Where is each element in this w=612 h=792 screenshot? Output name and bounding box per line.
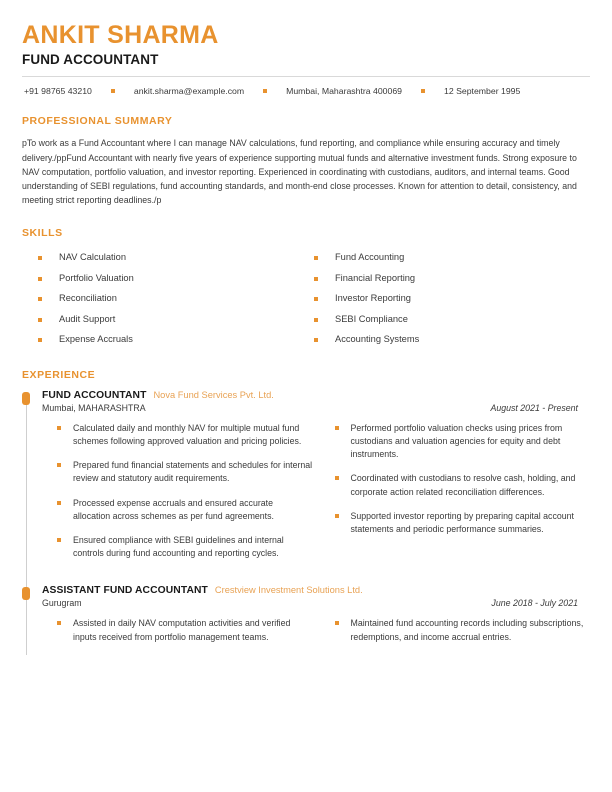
skill-item bbox=[314, 329, 590, 349]
job-bullet-text: Maintained fund accounting records including subscriptions, redemptions, and income accrual entries. bbox=[350, 618, 584, 642]
skill-label: SEBI Compliance bbox=[335, 313, 408, 324]
job-bullet bbox=[57, 422, 313, 448]
skill-item bbox=[314, 309, 590, 329]
job-location: Mumbai, MAHARASHTRA bbox=[42, 402, 146, 413]
square-bullet-icon bbox=[314, 338, 318, 342]
contact-row bbox=[22, 86, 590, 96]
skill-label: NAV Calculation bbox=[59, 252, 127, 263]
skill-label: Audit Support bbox=[59, 313, 116, 324]
candidate-name: ANKIT SHARMA bbox=[22, 21, 219, 49]
job-location: Gurugram bbox=[42, 598, 82, 609]
square-bullet-icon bbox=[38, 297, 42, 301]
section-experience bbox=[22, 369, 590, 655]
job-bullet-text: Assisted in daily NAV computation activities and verified inputs received from portfolio management teams. bbox=[73, 618, 291, 642]
skill-item bbox=[314, 288, 590, 308]
square-bullet-icon bbox=[314, 256, 318, 260]
skill-item bbox=[314, 248, 590, 268]
square-bullet-icon bbox=[57, 501, 61, 505]
contact-phone: +91 98765 43210 bbox=[24, 86, 92, 97]
job-bullet bbox=[57, 459, 313, 485]
job-bullet-text: Coordinated with custodians to resolve cash, holding, and corporate action related reconciliation differences. bbox=[350, 473, 576, 497]
square-bullet-icon bbox=[335, 621, 339, 625]
contact-separator-icon bbox=[111, 89, 115, 93]
job-bullet bbox=[335, 510, 591, 536]
skill-label: Expense Accruals bbox=[59, 334, 133, 345]
skill-item bbox=[38, 309, 314, 329]
contact-birthdate: 12 September 1995 bbox=[444, 86, 521, 97]
square-bullet-icon bbox=[335, 514, 339, 518]
job-company: Crestview Investment Solutions Ltd. bbox=[214, 585, 363, 596]
header-divider bbox=[22, 76, 590, 77]
skill-item bbox=[38, 248, 314, 268]
contact-email[interactable]: ankit.sharma@example.com bbox=[133, 86, 245, 97]
timeline-marker-icon bbox=[22, 587, 30, 600]
job-bullets-left bbox=[57, 422, 313, 572]
summary-text: pTo work as a Fund Accountant where I can manage NAV calculations, fund reporting, and compliance while ensuring accuracy and timely delivery./ppFund Accountant with nearly five years of experience supporting mutual funds and alternative investment funds. Strong exposure to NAV computation, portfolio valuation, and investor reporting. Experienced in coordinating with custodians, auditors, and internal teams. Good understanding of SEBI regulations, fund accounting standards, and month-end close processes. Known for attention to detail, consistency, and meeting strict reporting deadlines./p bbox=[22, 138, 577, 206]
job-company: Nova Fund Services Pvt. Ltd. bbox=[153, 389, 274, 400]
resume-header bbox=[22, 22, 590, 96]
job-bullet bbox=[335, 617, 591, 643]
job-headline bbox=[42, 585, 590, 596]
skill-label: Fund Accounting bbox=[335, 252, 405, 263]
section-title-skills: SKILLS bbox=[22, 226, 63, 239]
job-bullet-text: Supported investor reporting by preparing capital account statements and periodic performance summaries. bbox=[350, 510, 574, 535]
job-bullets-grid bbox=[42, 617, 590, 654]
job-bullet bbox=[57, 617, 313, 643]
job-dates: August 2021 - Present bbox=[490, 402, 578, 413]
square-bullet-icon bbox=[38, 277, 42, 281]
contact-separator-icon bbox=[263, 89, 267, 93]
job-bullet-text: Calculated daily and monthly NAV for multiple mutual fund schemes following approved valuation and pricing policies. bbox=[73, 422, 302, 447]
job-bullets-right bbox=[335, 422, 591, 572]
square-bullet-icon bbox=[38, 338, 42, 342]
job-meta bbox=[42, 403, 590, 413]
timeline-marker-icon bbox=[22, 392, 30, 405]
candidate-headline: FUND ACCOUNTANT bbox=[22, 52, 159, 68]
section-skills bbox=[22, 227, 590, 350]
skills-grid bbox=[22, 248, 590, 350]
square-bullet-icon bbox=[57, 538, 61, 542]
square-bullet-icon bbox=[57, 463, 61, 467]
experience-list bbox=[22, 390, 590, 655]
job-bullets-right bbox=[335, 617, 591, 654]
job-bullet bbox=[335, 422, 591, 462]
skill-item bbox=[314, 268, 590, 288]
job-bullets-left bbox=[57, 617, 313, 654]
experience-entry bbox=[22, 585, 590, 654]
square-bullet-icon bbox=[38, 256, 42, 260]
job-bullet-text: Performed portfolio valuation checks using prices from custodians and valuation agencies for equity and debt instruments. bbox=[350, 422, 563, 460]
job-bullets-grid bbox=[42, 422, 590, 572]
skill-label: Investor Reporting bbox=[335, 293, 411, 304]
square-bullet-icon bbox=[314, 297, 318, 301]
skill-label: Portfolio Valuation bbox=[59, 272, 134, 283]
skill-label: Accounting Systems bbox=[335, 334, 420, 345]
job-bullet bbox=[57, 497, 313, 523]
square-bullet-icon bbox=[335, 476, 339, 480]
square-bullet-icon bbox=[314, 318, 318, 322]
experience-entry bbox=[22, 390, 590, 572]
square-bullet-icon bbox=[57, 426, 61, 430]
skill-label: Financial Reporting bbox=[335, 272, 416, 283]
job-bullet-text: Prepared fund financial statements and schedules for internal review and statutory audit requirements. bbox=[73, 460, 313, 484]
square-bullet-icon bbox=[314, 277, 318, 281]
skill-item bbox=[38, 329, 314, 349]
skill-item bbox=[38, 288, 314, 308]
section-professional-summary bbox=[22, 115, 590, 207]
job-meta bbox=[42, 598, 590, 608]
job-bullet-text: Ensured compliance with SEBI guidelines and internal controls during fund accounting and reporting cycles. bbox=[73, 535, 284, 559]
job-headline bbox=[42, 390, 590, 401]
job-bullet-text: Processed expense accruals and ensured accurate allocation across schemes as per fund agreements. bbox=[73, 497, 274, 521]
skill-label: Reconciliation bbox=[59, 293, 117, 304]
square-bullet-icon bbox=[335, 426, 339, 430]
job-title: FUND ACCOUNTANT bbox=[42, 389, 147, 401]
square-bullet-icon bbox=[57, 621, 61, 625]
job-bullet bbox=[57, 534, 313, 560]
skill-item bbox=[38, 268, 314, 288]
job-title: ASSISTANT FUND ACCOUNTANT bbox=[42, 585, 208, 597]
contact-separator-icon bbox=[421, 89, 425, 93]
job-bullet bbox=[335, 472, 591, 498]
contact-address: Mumbai, Maharashtra 400069 bbox=[286, 86, 403, 97]
section-title-summary: PROFESSIONAL SUMMARY bbox=[22, 115, 173, 128]
square-bullet-icon bbox=[38, 318, 42, 322]
job-dates: June 2018 - July 2021 bbox=[491, 598, 578, 609]
section-title-experience: EXPERIENCE bbox=[22, 368, 96, 381]
